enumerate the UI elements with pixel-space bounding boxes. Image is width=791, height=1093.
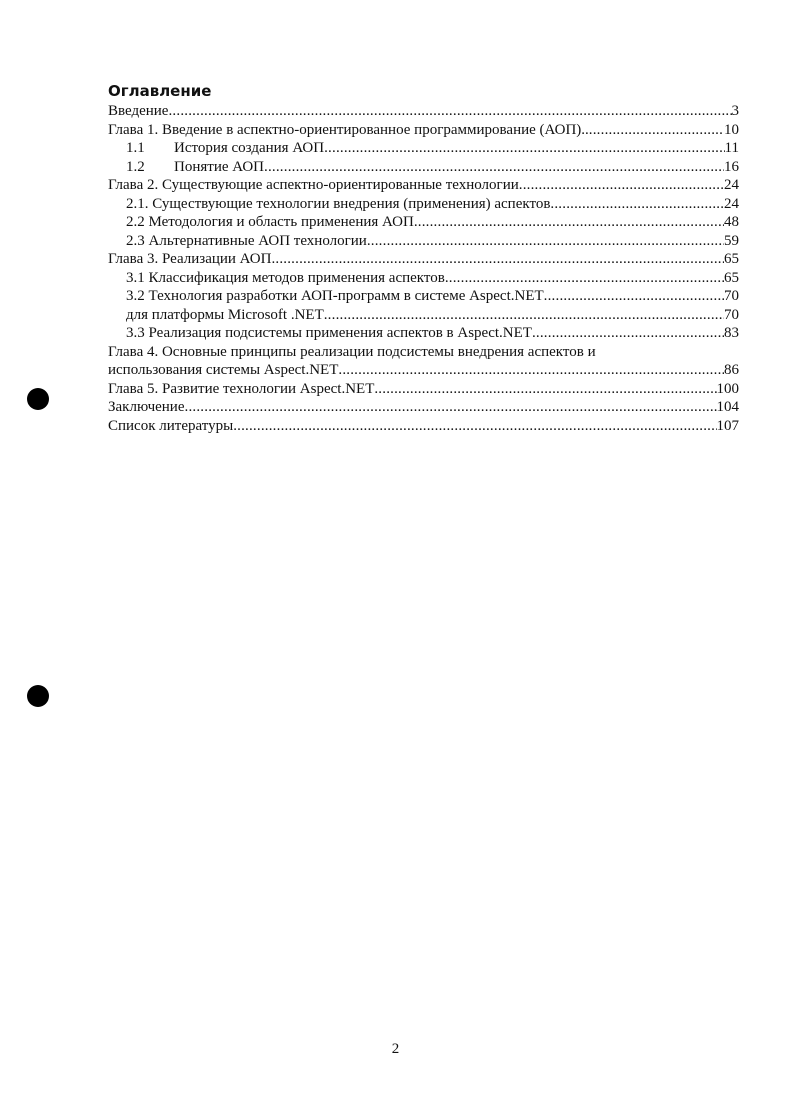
toc-entry — [108, 250, 739, 269]
toc-entry-page: 48 — [724, 214, 739, 230]
toc-entry-page: 11 — [724, 140, 739, 156]
toc-entry-title: Глава 4. Основные принципы реализации подсистемы внедрения аспектов и — [108, 343, 596, 360]
toc-entry-title: Понятие АОП — [174, 158, 264, 175]
toc-entry — [108, 306, 739, 325]
toc-entry-title: Глава 1. Введение в аспектно-ориентированное программирование (АОП).. — [108, 121, 589, 138]
table-of-contents — [108, 80, 739, 435]
toc-entry-title: использования системы Aspect.NET — [108, 362, 339, 378]
toc-list — [108, 102, 739, 435]
toc-leader-dots — [589, 121, 724, 140]
toc-entry-title: Заключение — [108, 399, 185, 415]
toc-leader-dots — [264, 158, 724, 177]
toc-entry-title: 3.3 Реализация подсистемы применения аспектов в Aspect.NET — [126, 325, 532, 341]
toc-entry-page: 70 — [724, 306, 739, 323]
toc-leader-dots — [532, 324, 724, 343]
toc-entry-title: Глава 2. Существующие аспектно-ориентированные технологии — [108, 177, 519, 193]
toc-entry-page: 83 — [724, 325, 739, 341]
toc-leader-dots — [374, 380, 716, 399]
toc-entry-page: 86 — [724, 362, 739, 378]
toc-entry — [108, 232, 739, 251]
toc-entry — [108, 361, 739, 380]
toc-entry-page: 65 — [724, 269, 739, 286]
toc-leader-dots — [271, 250, 724, 269]
toc-entry-title: 2.2 Методология и область применения АОП — [126, 214, 414, 230]
toc-entry — [108, 102, 739, 121]
toc-entry-title: История создания АОП — [174, 140, 325, 156]
toc-entry — [108, 324, 739, 343]
toc-entry — [108, 417, 739, 436]
toc-entry — [108, 139, 739, 158]
toc-entry-page: 65 — [724, 251, 739, 267]
toc-leader-dots — [324, 139, 724, 158]
toc-entry-page: 24 — [724, 177, 739, 193]
toc-leader-dots — [544, 287, 724, 306]
toc-leader-dots — [233, 417, 716, 436]
toc-leader-dots — [324, 306, 724, 325]
toc-entry-number: 1.1 — [126, 140, 145, 156]
toc-leader-dots — [367, 232, 724, 251]
toc-entry-title: 3.2 Технология разработки АОП-программ в системе Aspect.NET — [126, 288, 544, 304]
toc-entry — [108, 213, 739, 232]
toc-entry-page: 16 — [724, 158, 739, 175]
toc-entry-number: 1.2 — [126, 158, 145, 175]
page-number: 2 — [391, 1041, 400, 1057]
toc-entry — [108, 380, 739, 399]
toc-entry-title: 3.1 Классификация методов применения аспектов — [126, 269, 445, 286]
toc-entry-title: Введение — [108, 103, 169, 119]
toc-leader-dots — [338, 361, 724, 380]
toc-entry-page: 24 — [724, 195, 739, 212]
toc-entry — [108, 176, 739, 195]
toc-entry-title: Список литературы — [108, 417, 234, 434]
toc-entry — [108, 158, 739, 177]
toc-entry-title: 2.1. Существующие технологии внедрения (применения) аспектов — [126, 195, 551, 212]
toc-entry — [108, 269, 739, 288]
toc-leader-dots — [550, 195, 724, 214]
toc-entry-page: 59 — [724, 232, 739, 249]
toc-leader-dots — [185, 398, 717, 417]
toc-entry — [108, 398, 739, 417]
toc-entry-page: 100 — [716, 380, 739, 397]
toc-entry-page: 10 — [724, 121, 739, 138]
toc-leader-dots — [445, 269, 724, 288]
punch-hole-mark — [27, 685, 49, 707]
toc-entry-page: 3 — [731, 103, 739, 119]
toc-leader-dots — [168, 102, 731, 121]
toc-entry — [108, 195, 739, 214]
toc-leader-dots — [414, 213, 724, 232]
punch-hole-mark — [27, 388, 49, 410]
toc-entry — [108, 343, 739, 362]
toc-entry-title: Глава 3. Реализации АОП — [108, 251, 272, 267]
toc-entry-title: Глава 5. Развитие технологии Aspect.NET — [108, 380, 375, 397]
toc-entry — [108, 287, 739, 306]
toc-title: Оглавление — [108, 82, 212, 100]
toc-entry — [108, 121, 739, 140]
toc-entry-title: для платформы Microsoft .NET — [126, 306, 324, 323]
toc-entry-page: 104 — [716, 399, 739, 415]
toc-entry-page: 107 — [716, 417, 739, 434]
toc-entry-title: 2.3 Альтернативные АОП технологии — [126, 232, 367, 249]
toc-entry-page: 70 — [724, 288, 739, 304]
toc-leader-dots — [519, 176, 724, 195]
